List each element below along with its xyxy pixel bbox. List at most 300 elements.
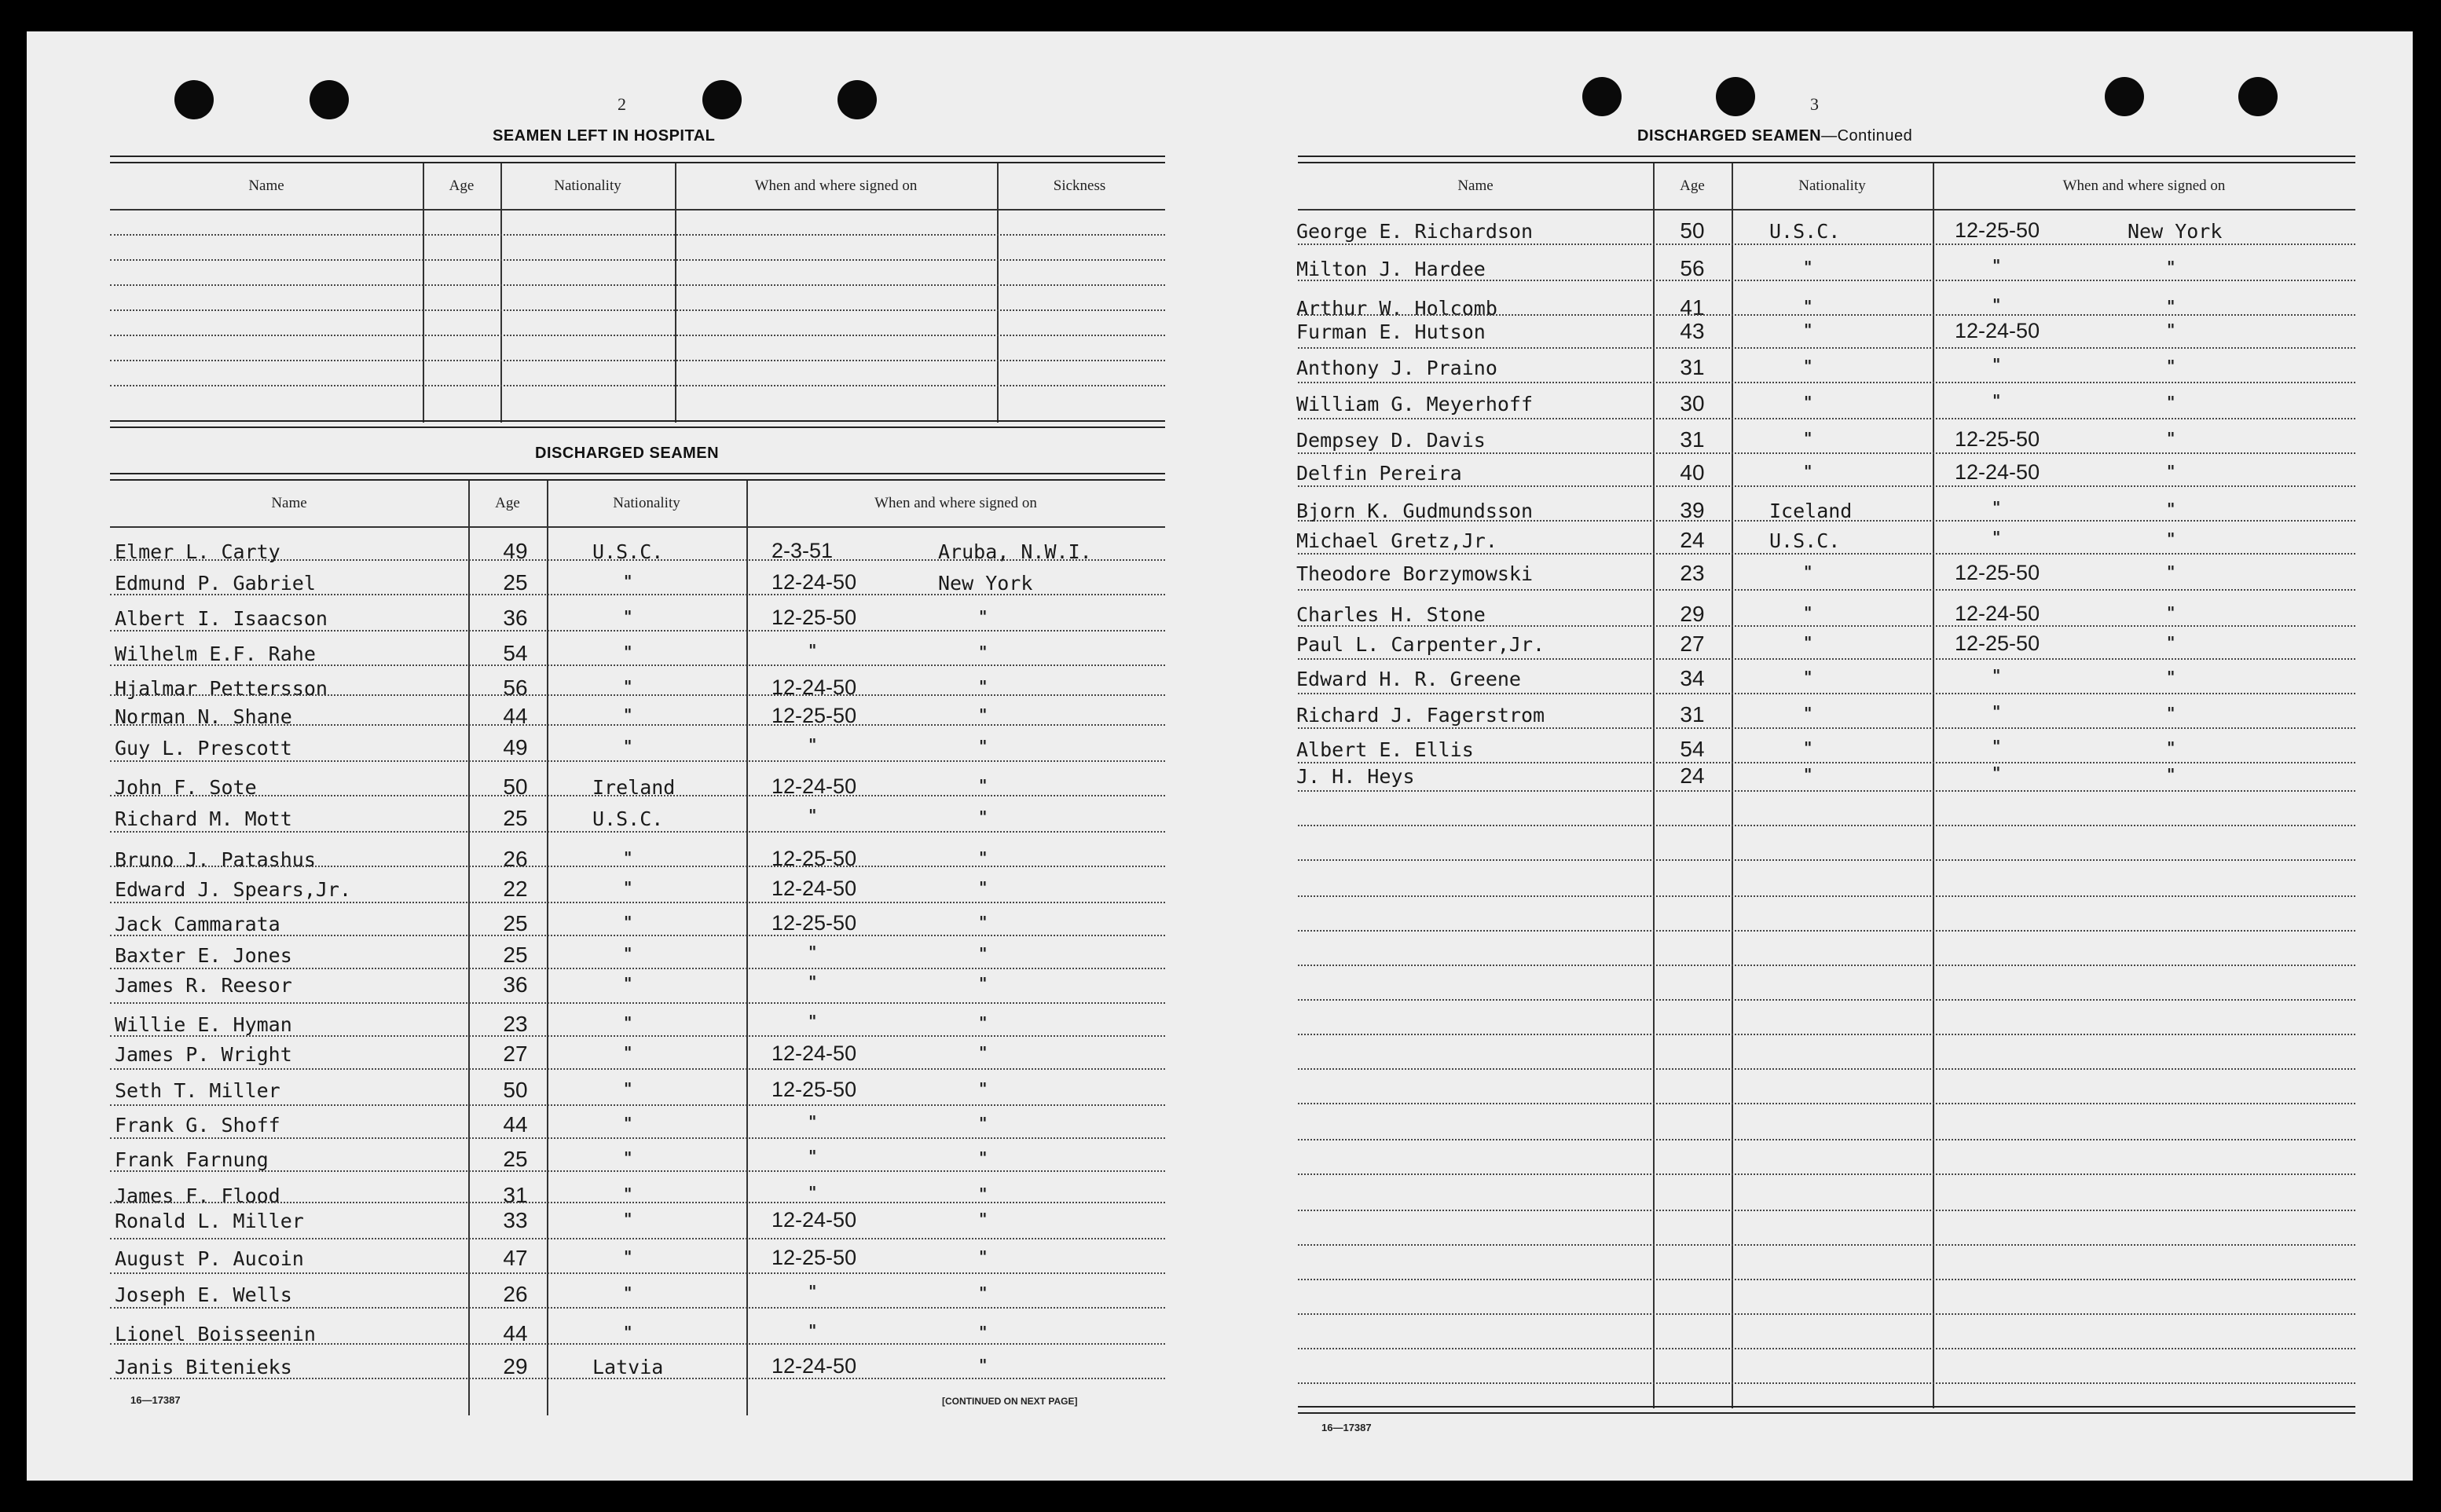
seaman-nationality: " — [1804, 738, 1812, 757]
hospital-row-line — [110, 234, 1165, 236]
seaman-age: 24 — [1680, 528, 1705, 552]
seaman-nationality: U.S.C. — [1769, 529, 1841, 552]
signed-on-place: " — [2167, 738, 2175, 757]
row-line — [110, 1104, 1165, 1106]
signed-on-place: " — [979, 1247, 988, 1266]
hospital-row-line — [110, 259, 1165, 261]
seaman-nationality: " — [624, 848, 632, 867]
signed-on-date: 12-25-50 — [1955, 632, 2040, 655]
row-line — [1298, 859, 2355, 861]
signed-on-date: " — [808, 1112, 817, 1131]
signed-on-place: " — [979, 677, 988, 696]
seaman-name: Joseph E. Wells — [115, 1283, 292, 1306]
row-line — [1298, 895, 2355, 897]
seaman-name: James P. Wright — [115, 1043, 292, 1066]
seaman-name: Wilhelm E.F. Rahe — [115, 643, 316, 665]
row-line — [110, 760, 1165, 762]
document-paper — [27, 31, 2413, 1481]
row-line — [1298, 1139, 2355, 1140]
seaman-nationality: " — [624, 1210, 632, 1228]
seaman-name: Richard J. Fagerstrom — [1296, 704, 1545, 727]
seaman-nationality: Iceland — [1769, 500, 1853, 522]
signed-on-place: " — [979, 1043, 988, 1062]
hospital-header-sickness: Sickness — [1053, 178, 1106, 194]
row-line — [110, 664, 1165, 666]
signed-on-place: " — [979, 974, 988, 993]
discharged-col-divider — [468, 481, 470, 1415]
seaman-age: 23 — [503, 1012, 528, 1036]
seaman-age: 47 — [503, 1246, 528, 1270]
seaman-age: 36 — [503, 972, 528, 997]
signed-on-place: " — [979, 607, 988, 626]
seaman-name: Janis Bitenieks — [115, 1356, 292, 1378]
signed-on-place: " — [2167, 529, 2175, 548]
seaman-age: 34 — [1680, 666, 1705, 690]
seaman-nationality: " — [624, 737, 632, 756]
signed-on-place: " — [979, 1148, 988, 1167]
signed-on-date: " — [808, 1282, 817, 1301]
seaman-age: 43 — [1680, 319, 1705, 343]
punch-hole — [2105, 77, 2144, 116]
signed-on-place: " — [979, 944, 988, 963]
seaman-name: Bruno J. Patashus — [115, 848, 316, 871]
row-line — [110, 935, 1165, 936]
title-text: DISCHARGED SEAMEN — [1637, 127, 1822, 145]
signed-on-place: " — [979, 1283, 988, 1302]
seaman-nationality: U.S.C. — [592, 807, 664, 830]
continued-section-title — [1637, 127, 1912, 145]
seaman-name: J. H. Heys — [1296, 765, 1415, 788]
signed-on-date: 12-25-50 — [772, 847, 857, 870]
row-line — [1298, 825, 2355, 826]
signed-on-date: " — [1992, 528, 2001, 547]
seaman-nationality: " — [1804, 393, 1812, 412]
punch-hole — [702, 80, 742, 119]
row-line — [1298, 727, 2355, 729]
signed-on-place: " — [979, 1356, 988, 1375]
seaman-age: 27 — [1680, 632, 1705, 656]
seaman-nationality: " — [624, 878, 632, 897]
seaman-age: 39 — [1680, 498, 1705, 522]
discharged-top-rule — [110, 473, 1165, 481]
seaman-age: 31 — [1680, 427, 1705, 452]
seaman-nationality: " — [1804, 562, 1812, 581]
signed-on-date: 12-25-50 — [772, 704, 857, 727]
signed-on-place: " — [2167, 765, 2175, 784]
seaman-name: Baxter E. Jones — [115, 944, 292, 967]
signed-on-date: 12-24-50 — [772, 774, 857, 798]
seaman-name: Michael Gretz,Jr. — [1296, 529, 1497, 552]
row-line — [1298, 693, 2355, 694]
signed-on-place: " — [979, 1184, 988, 1203]
signed-on-date: " — [808, 972, 817, 991]
seaman-nationality: " — [624, 1323, 632, 1342]
row-line — [110, 1307, 1165, 1309]
signed-on-date: " — [1992, 498, 2001, 517]
row-line — [110, 1343, 1165, 1345]
seaman-nationality: " — [1804, 668, 1812, 686]
row-line — [1298, 965, 2355, 966]
page-number: 3 — [1810, 94, 1819, 114]
row-line — [1298, 1313, 2355, 1315]
row-line — [1298, 553, 2355, 555]
discharged-section-title: DISCHARGED SEAMEN — [535, 445, 720, 462]
hospital-header-name: Name — [248, 178, 284, 194]
hospital-header-signed-on: When and where signed on — [754, 178, 918, 194]
signed-on-date: 12-24-50 — [772, 1354, 857, 1378]
seaman-age: 31 — [1680, 355, 1705, 379]
seaman-nationality: " — [1804, 704, 1812, 723]
row-line — [1298, 625, 2355, 627]
signed-on-place: " — [2167, 603, 2175, 622]
signed-on-date: " — [808, 943, 817, 961]
signed-on-place: " — [979, 848, 988, 867]
punch-hole — [2238, 77, 2278, 116]
signed-on-place: " — [2167, 429, 2175, 448]
signed-on-date: " — [1992, 763, 2001, 782]
signed-on-place: " — [2167, 258, 2175, 276]
signed-on-place: " — [2167, 562, 2175, 581]
row-line — [110, 968, 1165, 969]
seaman-age: 25 — [503, 806, 528, 830]
signed-on-place: " — [979, 705, 988, 724]
signed-on-date: 12-25-50 — [772, 911, 857, 935]
page3-bottom-rule — [1298, 1406, 2355, 1414]
title-suffix: —Continued — [1821, 127, 1913, 145]
signed-on-date: 12-25-50 — [1955, 427, 2040, 451]
seaman-age: 49 — [503, 735, 528, 760]
page3-header-nationality: Nationality — [1798, 178, 1866, 194]
seaman-age: 24 — [1680, 763, 1705, 788]
signed-on-date: 12-24-50 — [772, 1208, 857, 1232]
seaman-age: 22 — [503, 877, 528, 901]
punch-hole — [837, 80, 877, 119]
seaman-age: 26 — [503, 847, 528, 871]
seaman-nationality: " — [1804, 603, 1812, 622]
seaman-age: 36 — [503, 606, 528, 630]
signed-on-place: New York — [2128, 220, 2223, 243]
signed-on-date: " — [1992, 256, 2001, 275]
seaman-name: Seth T. Miller — [115, 1079, 280, 1102]
seaman-nationality: " — [1804, 429, 1812, 448]
signed-on-place: " — [979, 776, 988, 795]
signed-on-place: " — [2167, 500, 2175, 518]
signed-on-place: " — [2167, 704, 2175, 723]
signed-on-date: 12-24-50 — [1955, 602, 2040, 625]
hospital-row-line — [110, 309, 1165, 311]
hospital-header-age: Age — [449, 178, 475, 194]
hospital-col-divider — [997, 163, 999, 423]
row-line — [110, 902, 1165, 903]
row-line — [1298, 1173, 2355, 1175]
signed-on-place: " — [979, 913, 988, 932]
seaman-nationality: " — [624, 1079, 632, 1098]
signed-on-date: " — [808, 641, 817, 660]
row-line — [1298, 485, 2355, 487]
signed-on-date: " — [808, 1321, 817, 1340]
signed-on-place: " — [979, 737, 988, 756]
seaman-age: 54 — [1680, 737, 1705, 761]
seaman-nationality: " — [1804, 258, 1812, 276]
signed-on-place: " — [979, 643, 988, 661]
seaman-name: Furman E. Hutson — [1296, 320, 1486, 343]
signed-on-date: 12-25-50 — [772, 606, 857, 629]
row-line — [1298, 1279, 2355, 1280]
seaman-nationality: " — [624, 607, 632, 626]
signed-on-place: " — [2167, 393, 2175, 412]
seaman-nationality: " — [624, 944, 632, 963]
row-line — [110, 559, 1165, 561]
seaman-age: 40 — [1680, 460, 1705, 485]
punch-hole — [1582, 77, 1622, 116]
seaman-nationality: " — [624, 913, 632, 932]
signed-on-date: " — [1992, 391, 2001, 410]
seaman-age: 25 — [503, 570, 528, 595]
signed-on-place: " — [979, 1013, 988, 1032]
page3-header-age: Age — [1680, 178, 1705, 194]
row-line — [1298, 762, 2355, 763]
page3-header-signed-on: When and where signed on — [2062, 178, 2226, 194]
row-line — [110, 1035, 1165, 1037]
row-line — [110, 831, 1165, 833]
hospital-row-line — [110, 284, 1165, 286]
signed-on-place: " — [979, 1323, 988, 1342]
seaman-age: 23 — [1680, 561, 1705, 585]
signed-on-place: Aruba, N.W.I. — [938, 540, 1092, 563]
signed-on-date: " — [1992, 702, 2001, 721]
seaman-nationality: " — [624, 974, 632, 993]
row-line — [110, 1272, 1165, 1274]
seaman-name: George E. Richardson — [1296, 220, 1534, 243]
seaman-age: 25 — [503, 943, 528, 967]
signed-on-place: " — [979, 1114, 988, 1133]
signed-on-place: " — [2167, 297, 2175, 316]
seaman-nationality: " — [624, 705, 632, 724]
page-number: 2 — [618, 94, 626, 114]
row-line — [1298, 589, 2355, 591]
signed-on-place: " — [979, 1079, 988, 1098]
row-line — [1298, 382, 2355, 383]
seaman-nationality: U.S.C. — [1769, 220, 1841, 243]
signed-on-date: " — [808, 735, 817, 754]
seaman-name: Paul L. Carpenter,Jr. — [1296, 633, 1545, 656]
seaman-name: Frank Farnung — [115, 1148, 269, 1171]
page3-col-divider — [1933, 163, 1934, 1408]
row-line — [1298, 1382, 2355, 1384]
seaman-nationality: Latvia — [592, 1356, 664, 1378]
row-line — [110, 594, 1165, 595]
row-line — [1298, 1210, 2355, 1211]
seaman-age: 44 — [503, 704, 528, 728]
row-line — [110, 1202, 1165, 1203]
seaman-nationality: " — [624, 1114, 632, 1133]
row-line — [110, 866, 1165, 867]
row-line — [1298, 520, 2355, 522]
hospital-col-divider — [423, 163, 424, 423]
signed-on-date: 12-24-50 — [1955, 460, 2040, 484]
discharged-header-name: Name — [271, 495, 307, 511]
seaman-nationality: " — [624, 572, 632, 591]
seaman-nationality: " — [1804, 765, 1812, 784]
seaman-nationality: " — [624, 677, 632, 696]
row-line — [1298, 790, 2355, 792]
seaman-age: 50 — [1680, 218, 1705, 243]
signed-on-date: 12-25-50 — [1955, 561, 2040, 584]
row-line — [110, 1002, 1165, 1004]
row-line — [110, 1378, 1165, 1379]
seaman-name: Hjalmar Pettersson — [115, 677, 328, 700]
signed-on-date: 12-24-50 — [772, 1042, 857, 1065]
discharged-header-signed-on: When and where signed on — [874, 495, 1037, 511]
signed-on-date: 12-25-50 — [772, 1246, 857, 1269]
signed-on-date: " — [1992, 355, 2001, 374]
punch-hole — [1716, 77, 1755, 116]
seaman-nationality: " — [1804, 462, 1812, 481]
signed-on-place: " — [979, 807, 988, 826]
seaman-name: William G. Meyerhoff — [1296, 393, 1534, 416]
form-number: 16—17387 — [1321, 1422, 1372, 1433]
signed-on-place: " — [2167, 462, 2175, 481]
seaman-name: Lionel Boisseenin — [115, 1323, 316, 1345]
seaman-age: 25 — [503, 1147, 528, 1171]
row-line — [1298, 930, 2355, 932]
signed-on-date: " — [808, 1183, 817, 1202]
seaman-nationality: " — [624, 1247, 632, 1266]
hospital-row-line — [110, 360, 1165, 361]
signed-on-date: 12-24-50 — [1955, 319, 2040, 342]
seaman-age: 44 — [503, 1112, 528, 1137]
punch-hole — [174, 80, 214, 119]
seaman-name: Dempsey D. Davis — [1296, 429, 1486, 452]
row-line — [1298, 452, 2355, 454]
row-line — [1298, 280, 2355, 281]
hospital-section-title: SEAMEN LEFT IN HOSPITAL — [493, 127, 716, 145]
discharged-header-age: Age — [495, 495, 520, 511]
seaman-name: Bjorn K. Gudmundsson — [1296, 500, 1534, 522]
signed-on-date: " — [808, 1147, 817, 1166]
row-line — [1298, 1244, 2355, 1246]
form-number: 16—17387 — [130, 1394, 181, 1406]
row-line — [1298, 418, 2355, 419]
page3-col-divider — [1732, 163, 1733, 1408]
seaman-name: Albert E. Ellis — [1296, 738, 1474, 761]
seaman-nationality: " — [1804, 633, 1812, 652]
signed-on-date: " — [808, 1012, 817, 1031]
seaman-nationality: " — [624, 1013, 632, 1032]
row-line — [110, 1068, 1165, 1070]
signed-on-date: 12-24-50 — [772, 570, 857, 594]
seaman-name: Edward H. R. Greene — [1296, 668, 1521, 690]
seaman-name: Willie E. Hyman — [115, 1013, 292, 1036]
row-line — [1298, 1103, 2355, 1104]
signed-on-date: " — [1992, 737, 2001, 756]
hospital-col-divider — [500, 163, 502, 423]
seaman-nationality: " — [1804, 320, 1812, 339]
seaman-name: Anthony J. Praino — [1296, 357, 1497, 379]
seaman-name: John F. Sote — [115, 776, 257, 799]
discharged-header-rule — [110, 526, 1165, 528]
seaman-nationality: U.S.C. — [592, 540, 664, 563]
signed-on-date: " — [1992, 295, 2001, 314]
row-line — [110, 694, 1165, 696]
hospital-row-line — [110, 335, 1165, 336]
seaman-nationality: " — [624, 643, 632, 661]
seaman-age: 50 — [503, 774, 528, 799]
page3-header-rule — [1298, 209, 2355, 211]
hospital-header-nationality: Nationality — [554, 178, 621, 194]
seaman-name: Milton J. Hardee — [1296, 258, 1486, 280]
signed-on-date: 12-24-50 — [772, 675, 857, 699]
seaman-name: August P. Aucoin — [115, 1247, 304, 1270]
row-line — [110, 1137, 1165, 1139]
seaman-nationality: " — [1804, 297, 1812, 316]
signed-on-place: " — [2167, 633, 2175, 652]
seaman-name: Delfin Pereira — [1296, 462, 1462, 485]
seaman-name: Richard M. Mott — [115, 807, 292, 830]
hospital-header-rule — [110, 209, 1165, 211]
hospital-col-divider — [675, 163, 676, 423]
seaman-name: Edmund P. Gabriel — [115, 572, 316, 595]
seaman-name: James R. Reesor — [115, 974, 292, 997]
seaman-age: 31 — [1680, 702, 1705, 727]
seaman-nationality: " — [624, 1148, 632, 1167]
seaman-name: Edward J. Spears,Jr. — [115, 878, 352, 901]
seaman-age: 27 — [503, 1042, 528, 1066]
signed-on-date: " — [1992, 666, 2001, 685]
seaman-age: 44 — [503, 1321, 528, 1345]
seaman-nationality: " — [624, 1184, 632, 1203]
discharged-col-divider — [746, 481, 748, 1415]
discharged-header-nationality: Nationality — [613, 495, 680, 511]
seaman-name: Guy L. Prescott — [115, 737, 292, 760]
seaman-nationality: " — [624, 1043, 632, 1062]
row-line — [1298, 1068, 2355, 1070]
signed-on-date: " — [808, 806, 817, 825]
signed-on-place: " — [2167, 668, 2175, 686]
row-line — [1298, 1034, 2355, 1035]
seaman-age: 29 — [1680, 602, 1705, 626]
row-line — [1298, 1348, 2355, 1349]
continued-note: [CONTINUED ON NEXT PAGE] — [942, 1396, 1078, 1407]
row-line — [110, 1170, 1165, 1172]
seaman-name: Elmer L. Carty — [115, 540, 280, 563]
signed-on-place: " — [979, 1210, 988, 1228]
seaman-age: 25 — [503, 911, 528, 935]
signed-on-date: 12-25-50 — [1955, 218, 2040, 242]
seaman-name: Frank G. Shoff — [115, 1114, 280, 1137]
seaman-age: 26 — [503, 1282, 528, 1306]
row-line — [110, 1238, 1165, 1239]
hospital-row-line — [110, 385, 1165, 386]
seaman-age: 56 — [503, 675, 528, 700]
hospital-top-rule — [110, 156, 1165, 163]
signed-on-place: New York — [938, 572, 1033, 595]
seaman-name: Jack Cammarata — [115, 913, 280, 935]
signed-on-place: " — [979, 878, 988, 897]
seaman-name: Arthur W. Holcomb — [1296, 297, 1497, 320]
seaman-nationality: " — [624, 1283, 632, 1302]
seaman-age: 49 — [503, 539, 528, 563]
row-line — [1298, 347, 2355, 349]
seaman-age: 56 — [1680, 256, 1705, 280]
page3-header-name: Name — [1457, 178, 1494, 194]
punch-hole — [310, 80, 349, 119]
seaman-name: Norman N. Shane — [115, 705, 292, 728]
row-line — [1298, 999, 2355, 1001]
row-line — [110, 724, 1165, 726]
seaman-age: 54 — [503, 641, 528, 665]
row-line — [110, 630, 1165, 632]
